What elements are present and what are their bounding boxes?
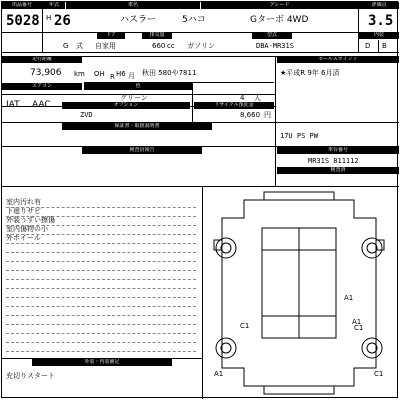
usage: 自家用 — [95, 42, 116, 50]
era: H — [46, 14, 52, 22]
damage-mark: A1 — [214, 370, 224, 378]
year-label: 年式 — [43, 2, 65, 9]
history-label: 保証書・取扱説明書 — [62, 123, 212, 130]
inspection: OH — [94, 70, 105, 78]
remarks-label: セールスポイント — [277, 56, 399, 63]
aircon: AAC — [32, 100, 51, 110]
remark: ★平成R 9年 6月済 — [280, 69, 340, 77]
mileage-label: 走行距離 — [2, 56, 82, 63]
door-label: ドア — [97, 32, 125, 39]
plate: 秋田 580や7811 — [142, 69, 197, 77]
seal-label: 検査済 — [277, 167, 399, 174]
frame-no: MR31S 811112 — [308, 157, 359, 165]
bottom-note: 充切りスタート — [6, 372, 55, 380]
note-line: 外装うすい擦傷 — [6, 216, 55, 224]
damage-mark: A1 — [352, 318, 362, 326]
fuel: ガソリン — [187, 42, 215, 50]
recycle-unit: 円 — [264, 111, 271, 119]
grade: Gターボ 4WD — [250, 15, 309, 25]
damage-mark: A1 — [344, 294, 354, 302]
cc-unit: cc — [167, 42, 175, 50]
aircon-label: エアコン — [2, 83, 82, 90]
car-name-label: 車名 — [66, 2, 200, 9]
exterior-grade: B — [382, 42, 387, 50]
auction-sheet — [1, 1, 398, 398]
grade-label: グレード — [201, 2, 358, 9]
inspector-label: 検査員報告 — [82, 147, 202, 154]
inspection-month: H6 — [116, 70, 126, 78]
car-damage-diagram — [204, 188, 398, 398]
doors: 5ハコ — [182, 15, 206, 25]
score-label: 評価点 — [359, 2, 399, 9]
year: 26 — [54, 13, 71, 29]
note-line: 外ホイール — [6, 234, 41, 242]
mileage-unit: km — [74, 70, 85, 78]
seats: 4 — [240, 94, 245, 102]
note-line: 下廻りサビ — [6, 207, 41, 215]
model: DBA-MR31S — [256, 42, 294, 50]
cc: 660 — [152, 42, 166, 50]
lot-number: 5028 — [6, 13, 40, 29]
cc-label: 排気量 — [142, 32, 172, 39]
damage-mark: C1 — [374, 370, 384, 378]
model-label: 型式 — [252, 32, 292, 39]
car-name: ハスラー — [120, 15, 157, 25]
interior-grade: D — [365, 42, 371, 50]
option-label: オプション — [62, 102, 190, 109]
color: グリーン — [120, 94, 148, 102]
inspection-year: R — [110, 73, 115, 81]
mileage: 73,906 — [30, 68, 62, 78]
transmission: IAT — [6, 100, 20, 110]
tires: 17U PS PW — [280, 132, 318, 140]
recycle: 8,660 — [240, 111, 261, 119]
recycle-label: リサイクル預託金 — [194, 102, 274, 109]
score: 3.5 — [368, 13, 394, 29]
shift-suffix: 式 — [76, 42, 83, 50]
damage-mark: C1 — [354, 324, 364, 332]
inspection-suffix: 月 — [128, 72, 135, 80]
note-line: 室内傷物の小 — [6, 225, 48, 233]
seats-unit: 人 — [254, 94, 261, 102]
bottom-label: 外装・内装補足 — [32, 359, 172, 366]
frame-label: 車台番号 — [277, 147, 399, 154]
equip: ZVD — [80, 111, 93, 119]
seat-label: 内装 — [359, 32, 399, 39]
note-line: 室内汚れ有 — [6, 198, 41, 206]
damage-mark: C1 — [240, 322, 250, 330]
shift: G — [63, 42, 69, 50]
color-label: 色 — [84, 83, 192, 90]
lot-label: 出品番号 — [2, 2, 42, 9]
